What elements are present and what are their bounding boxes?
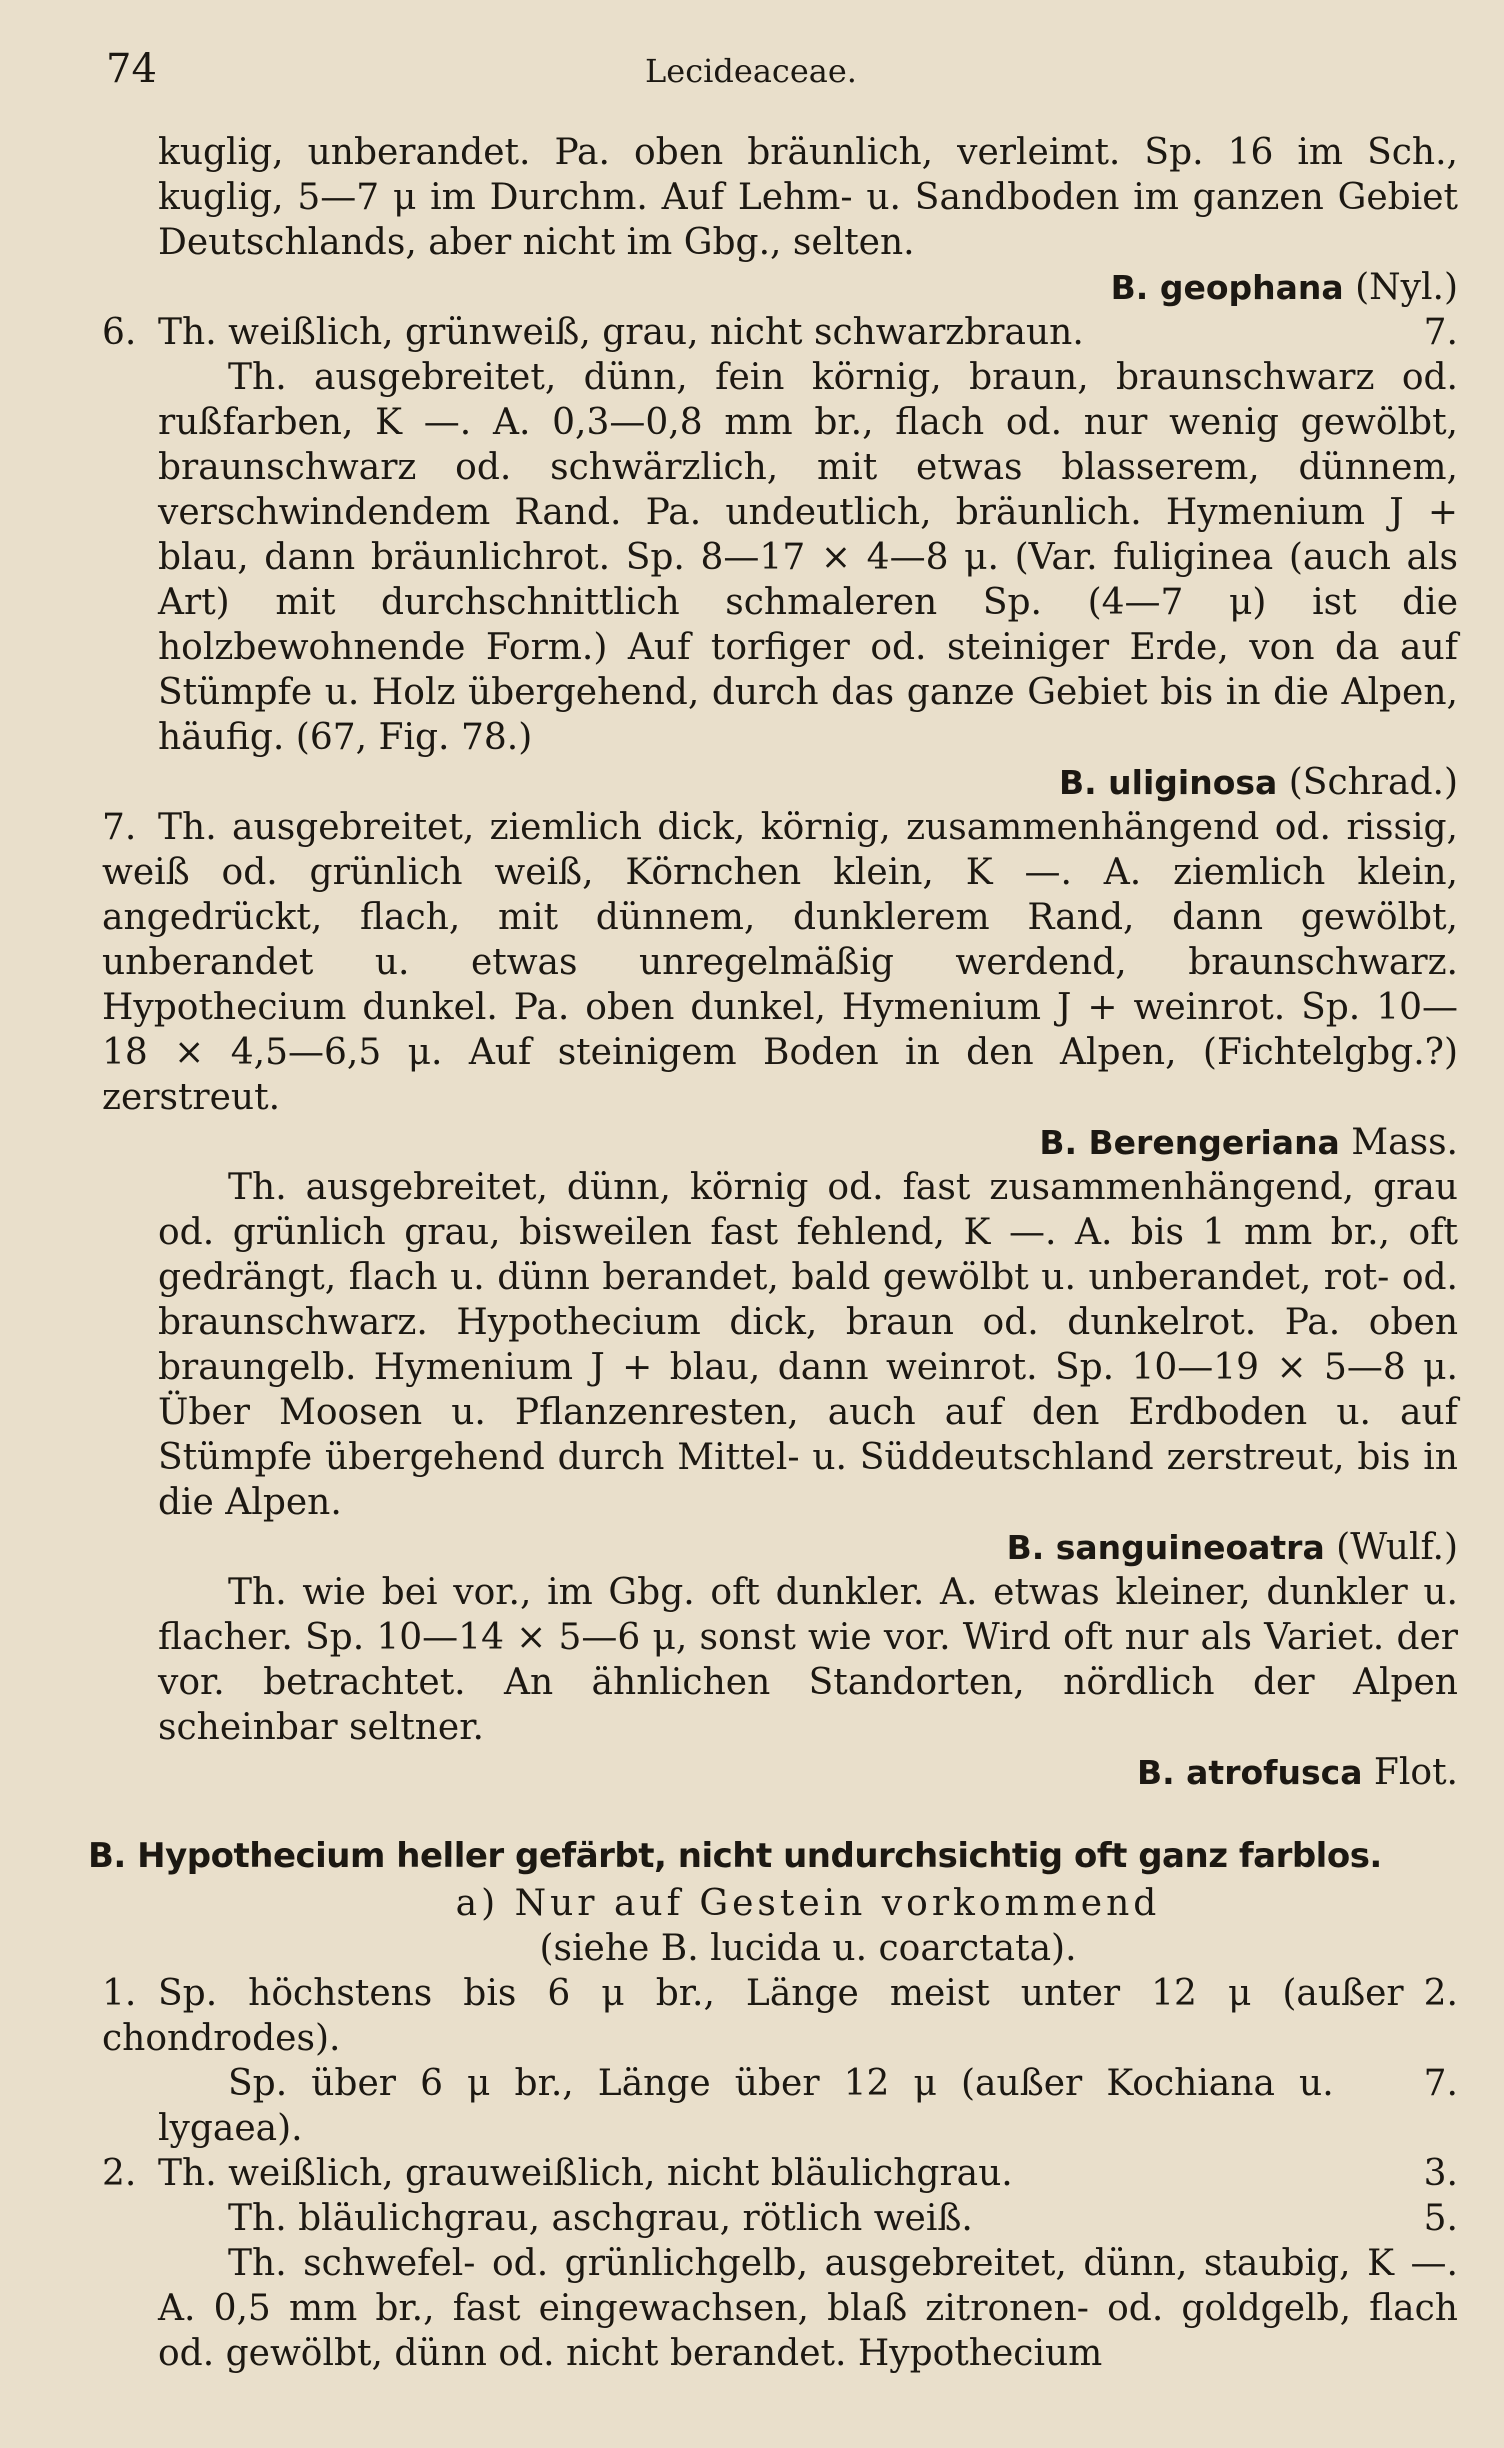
paragraph-geophana: kuglig, unberandet. Pa. oben bräunlich, verleimt. Sp. 16 im Sch., kuglig, 5—7 μ im Durchm. Auf Lehm- u. Sandboden im ganzen Gebiet Deutschlands, aber nicht im Gbg., selten.	[158, 132, 1458, 263]
key-number: 2.	[102, 2153, 137, 2194]
lead-text: Th. ausgebreitet, ziemlich dick, körnig, zusammenhängend od. rissig, weiß od. grünlich weiß, Körnchen klein, K —. A. ziemlich klein, angedrückt, flach, mit dünnem, dunklerem Rand, dann gewölbt, unberandet u. etwas unregelmäßig werdend, braunschwarz. Hypothecium dunkel. Pa. oben dunkel, Hymenium J + weinrot. Sp. 10—18 × 4,5—6,5 μ. Auf steinigem Boden in den Alpen, (Fichtelgbg.?) zerstreut.	[102, 807, 1458, 1118]
lead-target: 5.	[1423, 2198, 1458, 2239]
paragraph-sanguineoatra: Th. ausgebreitet, dünn, körnig od. fast zusammenhängend, grau od. grünlich grau, bisweilen fast fehlend, K —. A. bis 1 mm br., oft gedrängt, flach u. dünn berandet, bald gewölbt u. unberandet, rot- od. braunschwarz. Hypothecium dick, braun od. dunkelrot. Pa. oben braungelb. Hymenium J + blau, dann weinrot. Sp. 10—19 × 5—8 μ. Über Moosen u. Pflanzenresten, auch auf den Erdboden u. auf Stümpfe übergehend durch Mittel- u. Süddeutschland zerstreut, bis in die Alpen.	[158, 1167, 1458, 1523]
lead-text: Th. bläulichgrau, aschgrau, rötlich weiß.	[228, 2198, 973, 2239]
section-heading: B. Hypothecium heller gefärbt, nicht undurchsichtig oft ganz farblos.	[88, 1836, 1382, 1876]
key-lead-7a	[102, 805, 1458, 1120]
taxon-sanguineoatra	[158, 1525, 1458, 1570]
taxon-uliginosa	[158, 760, 1458, 805]
taxon-name: B. sanguineoatra	[1006, 1528, 1325, 1567]
lead-text: Th. weißlich, grauweißlich, nicht bläulichgrau.	[158, 2153, 1013, 2194]
taxon-author: Mass.	[1351, 1122, 1458, 1163]
paragraph-atrofusca: Th. wie bei vor., im Gbg. oft dunkler. A. etwas kleiner, dunkler u. flacher. Sp. 10—14 × 5—6 μ, sonst wie vor. Wird oft nur als Variet. der vor. betrachtet. An ähnlichen Standorten, nördlich der Alpen scheinbar seltner.	[158, 1572, 1458, 1748]
taxon-author: (Nyl.)	[1355, 267, 1458, 308]
taxon-author: (Wulf.)	[1336, 1527, 1458, 1568]
paragraph-uliginosa: Th. ausgebreitet, dünn, fein körnig, braun, braunschwarz od. rußfarben, K —. A. 0,3—0,8 mm br., flach od. nur wenig gewölbt, braunschwarz od. schwärzlich, mit etwas blasserem, dünnem, verschwindendem Rand. Pa. undeutlich, bräunlich. Hymenium J + blau, dann bräunlichrot. Sp. 8—17 × 4—8 μ. (Var. fuliginea (auch als Art) mit durchschnittlich schmaleren Sp. (4—7 μ) ist die holzbewohnende Form.) Auf torfiger od. steiniger Erde, von da auf Stümpfe u. Holz übergehend, durch das ganze Gebiet bis in die Alpen, häufig. (67, Fig. 78.)	[158, 357, 1458, 758]
taxon-name: B. atrofusca	[1136, 1753, 1363, 1792]
lead-target: 3.	[1423, 2153, 1458, 2194]
lead-target: 2.	[1423, 1973, 1458, 2014]
lead-target: 7.	[1423, 2063, 1458, 2104]
key-lead-2c: Th. schwefel- od. grünlichgelb, ausgebreitet, dünn, staubig, K —. A. 0,5 mm br., fast eingewachsen, blaß zitronen- od. goldgelb, flach od. gewölbt, dünn od. nicht berandet. Hypothecium	[158, 2243, 1458, 2374]
key-lead-1a	[102, 1971, 1458, 2061]
subsection-note: (siehe B. lucida u. coarctata).	[539, 1928, 1077, 1969]
taxon-name: B. uliginosa	[1058, 763, 1278, 802]
taxon-geophana	[158, 265, 1458, 310]
page-number: 74	[106, 46, 157, 92]
key-lead-2b	[158, 2196, 1458, 2241]
taxon-berengeriana	[158, 1120, 1458, 1165]
page-body	[88, 130, 1458, 2376]
taxon-name: B. geophana	[1110, 268, 1344, 307]
key-number: 1.	[102, 1973, 137, 2014]
lead-target: 7.	[1423, 312, 1458, 353]
key-number: 7.	[102, 807, 137, 848]
lead-text: Sp. höchstens bis 6 μ br., Länge meist unter 12 μ (außer chondrodes).	[102, 1973, 1404, 2059]
key-lead-1b	[158, 2061, 1458, 2151]
key-lead-6a	[102, 310, 1458, 355]
key-lead-2a	[102, 2151, 1458, 2196]
taxon-author: (Schrad.)	[1288, 762, 1458, 803]
lead-text: Th. weißlich, grünweiß, grau, nicht schwarzbraun.	[158, 312, 1084, 353]
taxon-atrofusca	[158, 1750, 1458, 1795]
key-number: 6.	[102, 312, 137, 353]
subsection-heading: a) Nur auf Gestein vorkommend	[455, 1883, 1161, 1924]
taxon-author: Flot.	[1373, 1752, 1458, 1793]
lead-text: Sp. über 6 μ br., Länge über 12 μ (außer Kochiana u. lygaea).	[158, 2063, 1334, 2149]
running-title: Lecideaceae.	[645, 52, 857, 90]
page-header	[106, 46, 1396, 106]
taxon-name: B. Berengeriana	[1039, 1123, 1340, 1162]
